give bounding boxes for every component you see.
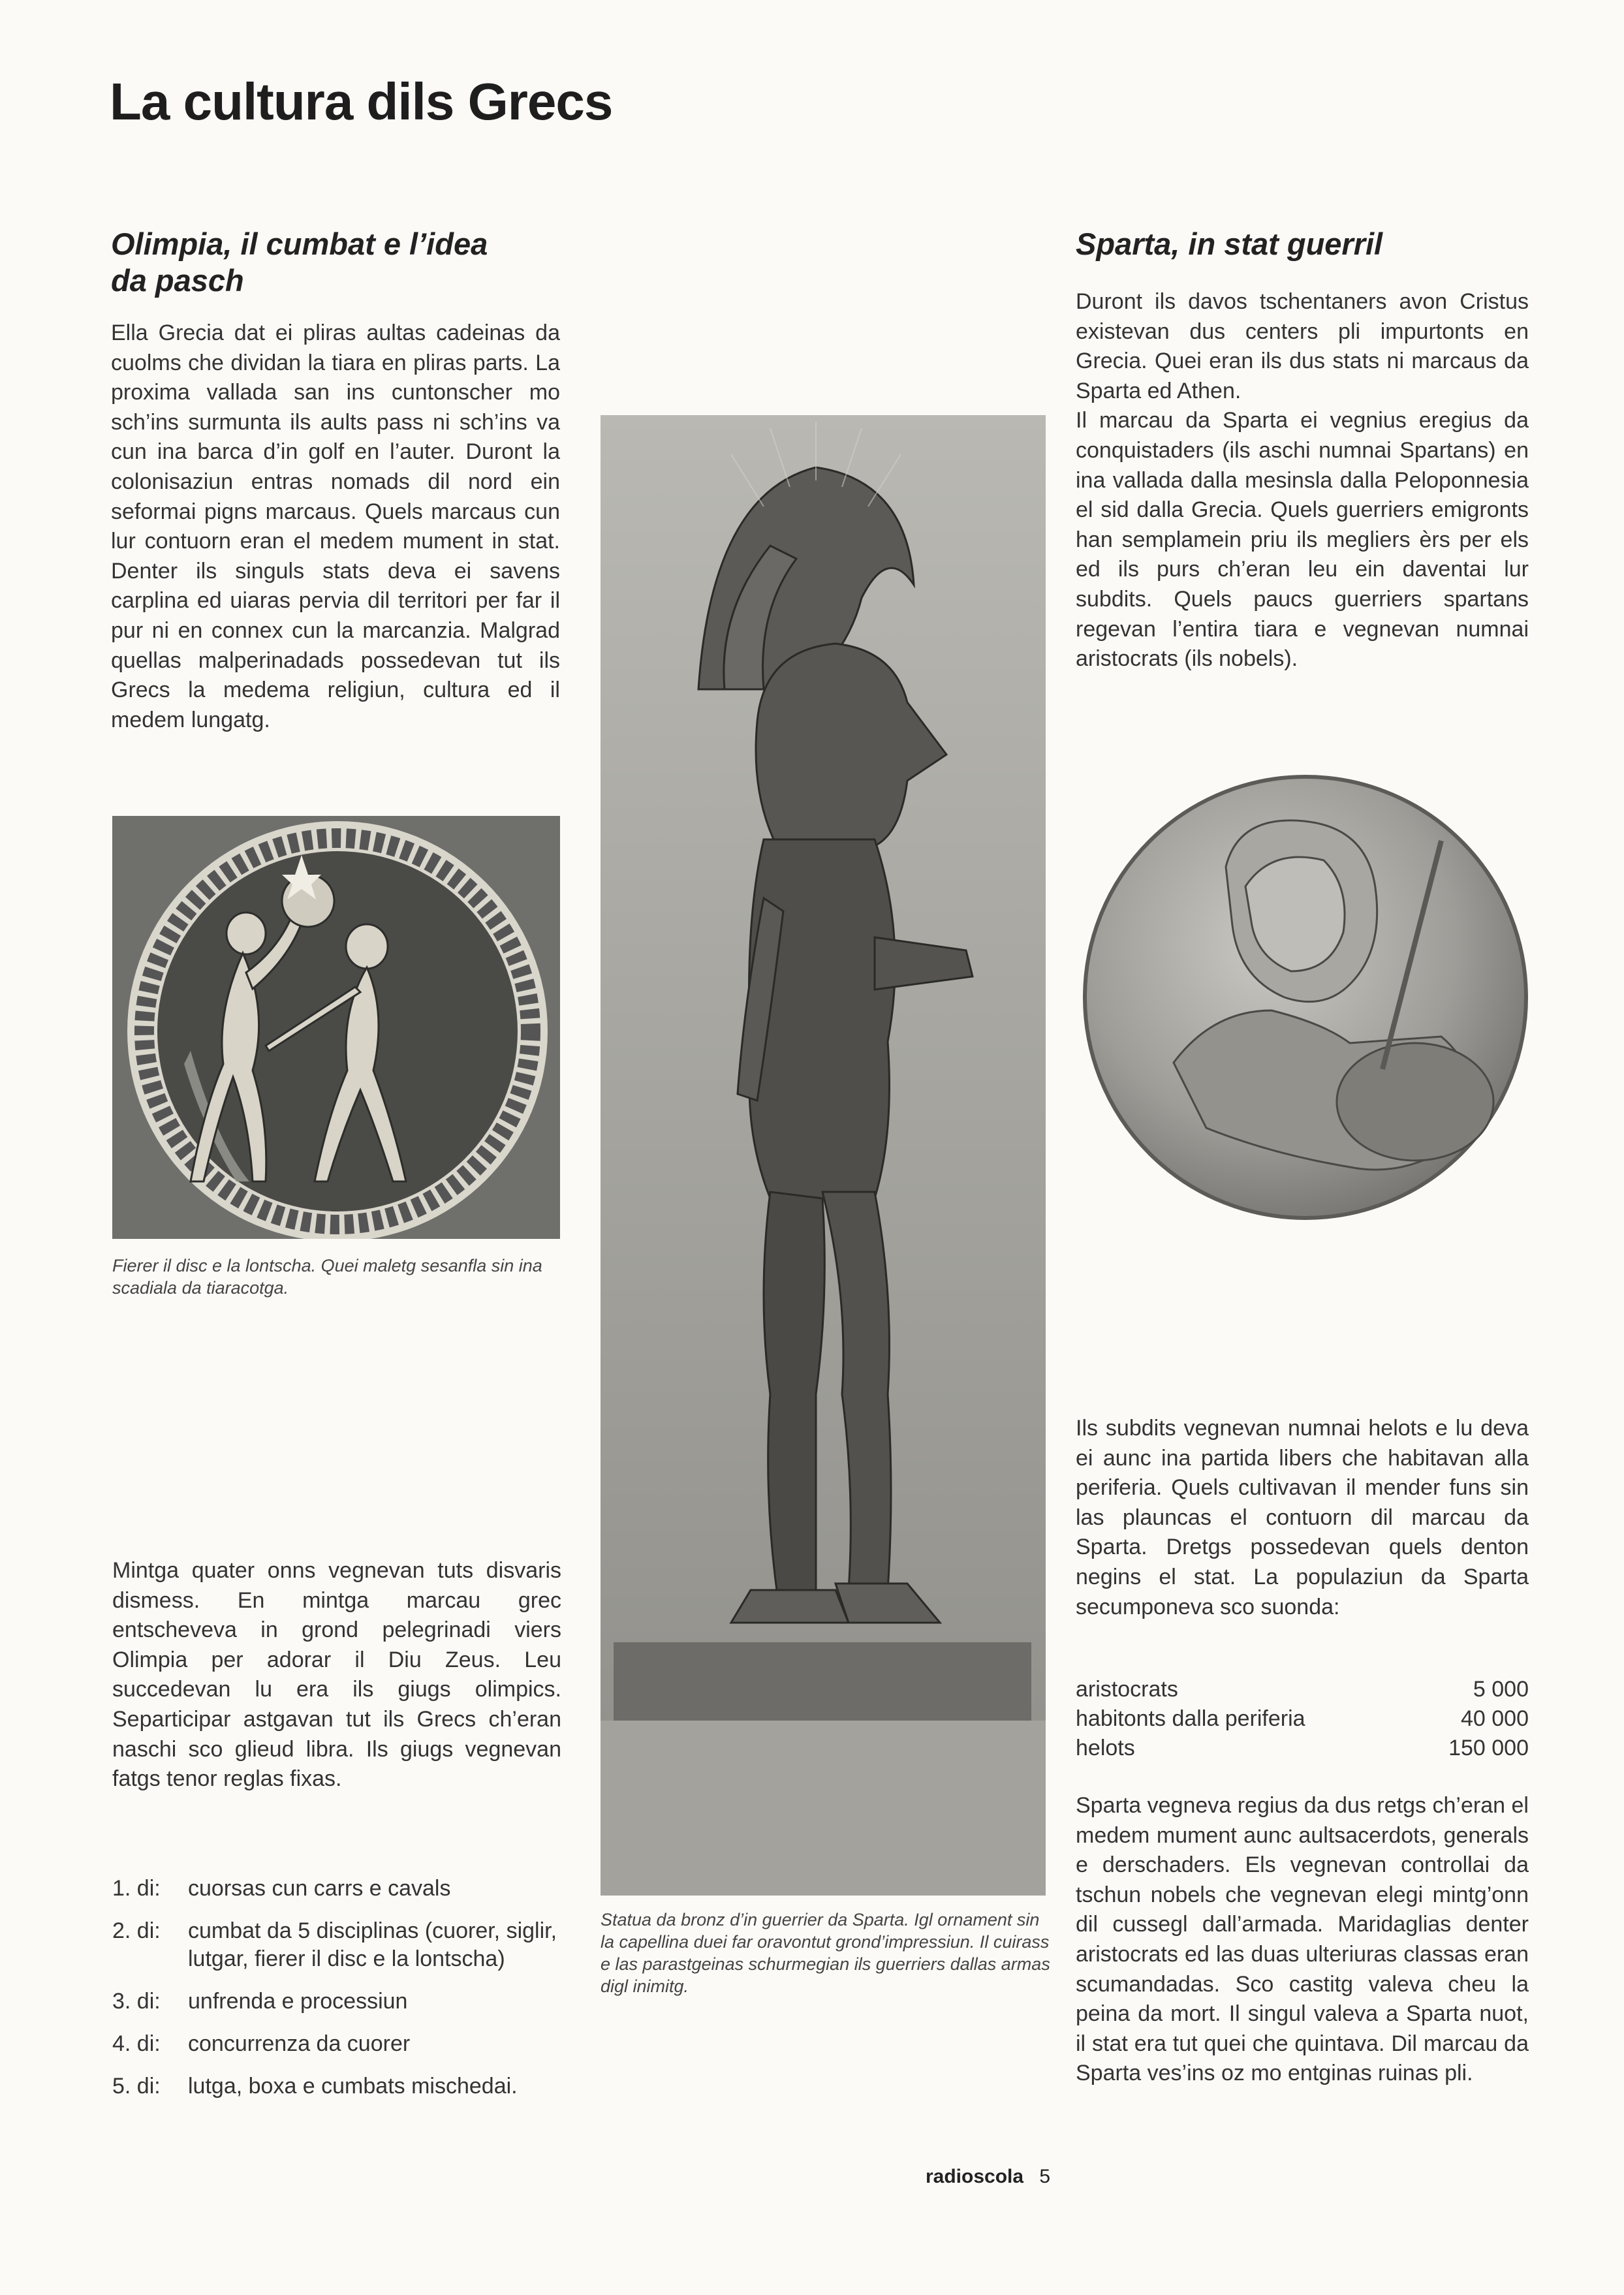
sparta-paragraph-2: Il marcau da Sparta ei vegnius eregius da conquistaders (ils aschi numnai Spartans) en ina vallada dalla mesinsla dalla Peloponnesia el sid dalla Grecia. Quels guerriers emigronts han semplamein priu ils megliers èrs per els ed ils purs ch’eran leu ein daventai lur subdits. Quels paucs guerriers spartans regevan l’entira tiara e vegnevan numnai aristocrats (ils nobels). — [1076, 408, 1529, 672]
page-number: 5 — [1039, 2166, 1051, 2187]
population-value: 150 000 — [1448, 1736, 1529, 1760]
sparta-heading: Sparta, in stat guerril — [1076, 226, 1383, 261]
population-value: 40 000 — [1461, 1706, 1529, 1731]
statue-caption: Statua da bronz d’in guerrier da Sparta. Igl ornament sin la capellina duei far oravontut grond’impressiun. Il cuirass e las parastgeinas schurmegian ils guerriers dallas armas digl inimitg. — [601, 1910, 1050, 1996]
vase-caption: Fierer il disc e la lontscha. Quei maletg sesanfla sin ina scadiala da tiaracotga. — [112, 1256, 542, 1298]
page-footer — [926, 2166, 1050, 2188]
day-item — [112, 1917, 569, 1973]
sparta-paragraph-1: Duront ils davos tschentaners avon Cristus existevan dus centers pli impurtonts en Grecia. Quei eran ils dus stats ni marcaus da Sparta ed Athen. — [1076, 289, 1529, 403]
day-activity: lutga, boxa e cumbats mischedai. — [188, 2074, 518, 2099]
day-activity: cuorsas cun carrs e cavals — [188, 1876, 451, 1901]
day-number: 3. di: — [112, 1989, 161, 2014]
discus-throwers-vase-image — [112, 816, 560, 1239]
day-item — [112, 1875, 569, 1903]
population-row — [1076, 1675, 1529, 1704]
population-row — [1076, 1704, 1529, 1734]
day-number: 2. di: — [112, 1918, 161, 1943]
warrior-medallion-image — [1076, 762, 1533, 1232]
sparta-intro-block — [1076, 287, 1529, 674]
olimpia-heading-line1: Olimpia, il cumbat e l’idea — [111, 226, 488, 261]
population-label: aristocrats — [1076, 1677, 1178, 1702]
population-value: 5 000 — [1473, 1677, 1529, 1702]
vase-photo — [112, 816, 560, 1239]
sparta-paragraph-3: Ils subdits vegnevan numnai helots e lu deva ei aunc ina partida libers che habitavan alla periferia. Quels cultivavan il mender funs sin las plauncas el contuorn dil marcau da Sparta. Dretgs possedevan quels denton negins el stat. La populaziun da Sparta secumponeva sco suonda: — [1076, 1416, 1529, 1619]
population-label: habitonts dalla periferia — [1076, 1706, 1305, 1731]
olympic-days-list — [112, 1875, 569, 2115]
population-row — [1076, 1734, 1529, 1763]
day-number: 4. di: — [112, 2031, 161, 2056]
day-item — [112, 1988, 569, 2016]
medallion-photo — [1076, 762, 1533, 1232]
day-number: 5. di: — [112, 2074, 161, 2099]
day-item — [112, 2072, 569, 2100]
population-label: helots — [1076, 1736, 1135, 1760]
day-activity: concurrenza da cuorer — [188, 2031, 411, 2056]
day-activity: cumbat da 5 disciplinas (cuorer, siglir, lutgar, fierer il disc e la lontscha) — [188, 1918, 557, 1971]
olimpia-heading — [111, 226, 581, 299]
population-table — [1076, 1675, 1529, 1763]
olimpia-intro-text: Ella Grecia dat ei pliras aultas cadeinas da cuolms che dividan la tiara en pliras parts. La proxima vallada san ins cuntonscher mo sch’ins surmunta ils aults pass ni sch’ins va cun ina barca d’in golf en l’auter. Duront la colonisaziun entras nomads dil nord ein seformai pigns marcaus. Quels marcaus cun lur contuorn eran el medem mument in stat. Denter ils singuls stats deva ei savens carplina ed uiaras pervia dil territori per far il pur ni en connex cun la marcanzia. Malgrad quellas malperinadads possedevan tut ils Grecs la medema religiun, cultura ed il medem lungatg. — [111, 320, 560, 732]
page-title: La cultura dils Grecs — [110, 72, 613, 131]
olimpia-heading-line2: da pasch — [111, 263, 244, 298]
day-activity: unfrenda e processiun — [188, 1989, 408, 2014]
day-item — [112, 2030, 569, 2058]
sparta-paragraph-4: Sparta vegneva regius da dus retgs ch’eran el medem mument aunc aultsacerdots, generals e derschaders. Els vegnevan controllai da tschun nobels che vegnevan elegi mintg’onn dil cussegl dall’armada. Maridaglias denter aristocrats ed las duas ulteriuras classas eran scumandadas. Sco castitg valeva cheu la peina da mort. Il singul valeva a Sparta nuot, il stat era tut quei che quintava. Dil marcau da Sparta ves’ins oz mo entginas ruinas pli. — [1076, 1793, 1529, 2086]
spartan-warrior-statue-image — [601, 415, 1046, 1896]
statue-photo — [601, 415, 1046, 1896]
olimpia-games-text: Mintga quater onns vegnevan tuts disvaris dismess. En mintga marcau grec entscheveva in grond pelegrinadi viers Olimpia per adorar il Diu Zeus. Leu succedevan lu era ils giugs olimpics. Separticipar astgavan tut ils Grecs ch’eran naschi sco glieud libra. Ils giugs vegnevan fatgs tenor reglas fixas. — [112, 1558, 561, 1792]
publication-name: radioscola — [926, 2166, 1024, 2187]
day-number: 1. di: — [112, 1876, 161, 1901]
